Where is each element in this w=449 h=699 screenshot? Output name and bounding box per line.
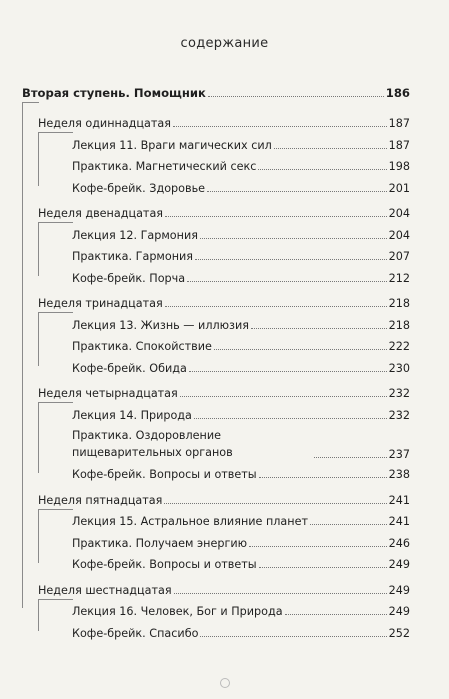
- toc-week-page: 241: [388, 493, 410, 507]
- leader-dots: [195, 258, 387, 260]
- toc-item[interactable]: [72, 310, 410, 332]
- leader-dots: [194, 417, 387, 419]
- toc-item-page: 249: [388, 558, 410, 571]
- toc-item[interactable]: [72, 400, 410, 422]
- toc-week-page: 232: [388, 387, 410, 400]
- leader-dots: [189, 370, 387, 372]
- leader-dots: [258, 168, 386, 170]
- toc-item-page: 198: [388, 160, 410, 173]
- toc-item-title: Лекция 16. Человек, Бог и Природа: [72, 605, 283, 618]
- toc-item-title: Лекция 14. Природа: [72, 408, 192, 422]
- toc-item[interactable]: [72, 331, 410, 353]
- toc-item-title: Практика. Оздоровление пищеварительных органов: [72, 429, 233, 459]
- leader-dots: [208, 95, 384, 97]
- toc-part-title: Вторая ступень. Помощник: [22, 86, 206, 100]
- toc-item[interactable]: [72, 130, 410, 152]
- leader-dots: [259, 476, 387, 478]
- leader-dots: [251, 327, 387, 329]
- leader-dots: [173, 125, 387, 127]
- toc-item[interactable]: [72, 220, 410, 242]
- toc-item-title: Лекция 11. Враги магических сил: [72, 138, 272, 152]
- leader-dots: [180, 395, 387, 397]
- toc-week[interactable]: [38, 485, 410, 507]
- toc-week-title: Неделя четырнадцатая: [38, 387, 178, 400]
- leader-dots: [165, 215, 387, 217]
- leader-dots: [249, 545, 387, 547]
- toc-item[interactable]: [72, 459, 410, 481]
- toc-item-title: Кофе-брейк. Спасибо: [72, 626, 199, 640]
- toc-item-page: 237: [388, 448, 410, 461]
- toc-part[interactable]: [22, 78, 410, 100]
- toc-week[interactable]: [38, 575, 410, 597]
- toc-week[interactable]: [38, 108, 410, 130]
- toc-part-page: 186: [385, 86, 410, 100]
- toc-item[interactable]: [72, 151, 410, 173]
- toc-week[interactable]: [38, 288, 410, 310]
- toc-item-title: Практика. Получаем энергию: [72, 536, 248, 550]
- week-bracket: [38, 402, 73, 473]
- toc-item[interactable]: [72, 549, 410, 571]
- leader-dots: [310, 523, 387, 525]
- toc-item-page: 201: [388, 181, 410, 195]
- leader-dots: [200, 635, 386, 637]
- toc-item-title: Кофе-брейк. Порча: [72, 271, 186, 285]
- toc-item[interactable]: [72, 506, 410, 528]
- toc-item-page: 241: [388, 515, 410, 528]
- toc-item[interactable]: [72, 241, 410, 263]
- toc-item-title: Практика. Спокойствие: [72, 340, 212, 353]
- toc-item-page: 207: [388, 250, 410, 263]
- toc-item-page: 212: [388, 271, 410, 285]
- toc-item-page: 249: [388, 605, 410, 618]
- part-bracket: [22, 102, 39, 608]
- toc-week-page: 204: [388, 207, 410, 220]
- toc-item-page: 246: [388, 536, 410, 550]
- toc-week-page: 187: [388, 117, 410, 130]
- week-bracket: [38, 222, 73, 276]
- toc-item-page: 232: [388, 408, 410, 422]
- leader-dots: [214, 348, 387, 350]
- toc-week-title: Неделя одиннадцатая: [38, 117, 171, 130]
- leader-dots: [187, 280, 387, 282]
- toc-item-title: Лекция 13. Жизнь — иллюзия: [72, 318, 249, 332]
- toc-item[interactable]: [72, 353, 410, 375]
- toc-item-page: 187: [388, 138, 410, 152]
- toc-item-page: 222: [388, 340, 410, 353]
- toc-item-title: Кофе-брейк. Здоровье: [72, 181, 206, 195]
- toc-week-title: Неделя шестнадцатая: [38, 583, 172, 597]
- toc-item[interactable]: [72, 618, 410, 640]
- leader-dots: [164, 502, 386, 504]
- leader-dots: [285, 613, 387, 615]
- toc-week-page: 218: [388, 297, 410, 310]
- toc-item-title: Кофе-брейк. Вопросы и ответы: [72, 558, 257, 571]
- week-bracket: [38, 599, 73, 632]
- toc-week[interactable]: [38, 198, 410, 220]
- week-bracket: [38, 509, 73, 563]
- toc-item[interactable]: [72, 173, 410, 195]
- leader-dots: [314, 456, 387, 458]
- toc-item-title: Практика. Гармония: [72, 250, 194, 263]
- toc-item-title: Практика. Магнетический секс: [72, 160, 257, 173]
- page-marker: [220, 678, 230, 688]
- leader-dots: [207, 190, 387, 192]
- toc-week-title: Неделя двенадцатая: [38, 207, 164, 220]
- toc-item-title: Лекция 15. Астральное влияние планет: [72, 515, 308, 528]
- toc-item-page: 230: [388, 361, 410, 375]
- toc-item-title: Кофе-брейк. Вопросы и ответы: [72, 468, 257, 481]
- toc-week[interactable]: [38, 378, 410, 400]
- toc-item-page: 238: [388, 468, 410, 481]
- toc-item-page: 218: [388, 318, 410, 332]
- toc-week-title: Неделя тринадцатая: [38, 297, 163, 310]
- toc-week-title: Неделя пятнадцатая: [38, 493, 163, 507]
- leader-dots: [259, 566, 387, 568]
- week-bracket: [38, 132, 73, 186]
- toc-item[interactable]: [72, 421, 410, 461]
- toc-item-title: Кофе-брейк. Обида: [72, 361, 187, 375]
- leader-dots: [165, 305, 387, 307]
- leader-dots: [274, 147, 387, 149]
- leader-dots: [200, 237, 387, 239]
- toc-item[interactable]: [72, 596, 410, 618]
- page-header: содержание: [180, 36, 269, 51]
- toc-item-page: 252: [388, 626, 410, 640]
- leader-dots: [174, 592, 387, 594]
- toc-item-page: 204: [388, 228, 410, 242]
- week-bracket: [38, 312, 73, 366]
- toc-item[interactable]: [72, 263, 410, 285]
- toc-item[interactable]: [72, 528, 410, 550]
- toc-week-page: 249: [388, 583, 410, 597]
- toc-item-title: Лекция 12. Гармония: [72, 228, 198, 242]
